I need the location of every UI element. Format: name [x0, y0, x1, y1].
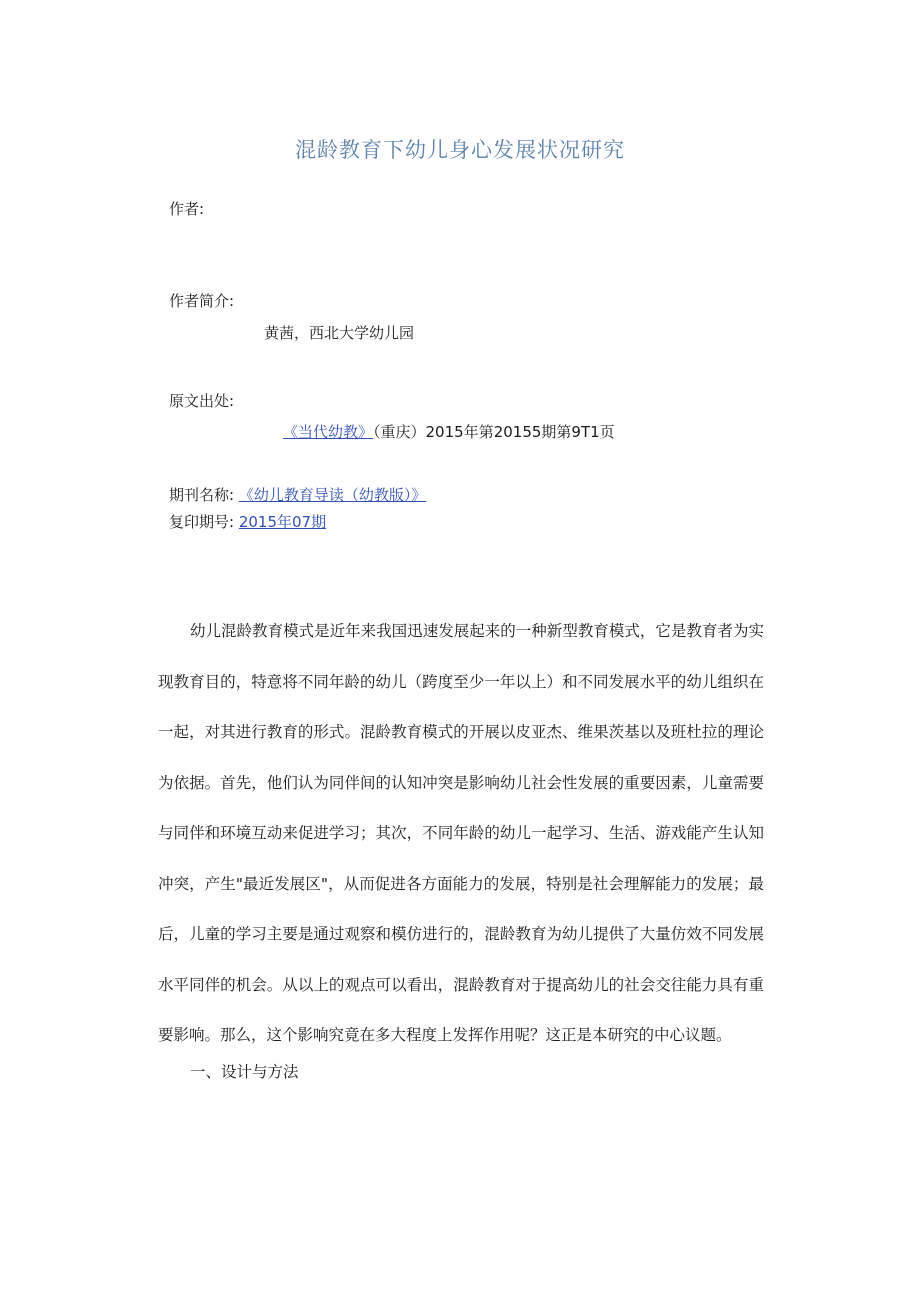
author-intro-label: 作者简介:	[169, 292, 235, 310]
journal-name-row	[169, 484, 426, 506]
journal-name-link[interactable]: 《幼儿教育导读（幼教版）》	[238, 486, 427, 504]
journal-name-label: 期刊名称:	[169, 486, 235, 504]
reprint-issue-link[interactable]: 2015年07期	[238, 513, 327, 531]
reprint-issue-row	[169, 511, 326, 533]
reprint-issue-label: 复印期号:	[169, 513, 235, 531]
body-paragraph: 幼儿混龄教育模式是近年来我国迅速发展起来的一种新型教育模式，它是教育者为实现教育目的，特意将不同年龄的幼儿（跨度至少一年以上）和不同发展水平的幼儿组织在一起，对其进行教育的形式。混龄教育模式的开展以皮亚杰、维果茨基以及班杜拉的理论为依据。首先，他们认为同伴间的认知冲突是影响幼儿社会性发展的重要因素，儿童需要与同伴和环境互动来促进学习；其次，不同年龄的幼儿一起学习、生活、游戏能产生认知冲突，产生"最近发展区"，从而促进各方面能力的发展，特别是社会理解能力的发展；最后，儿童的学习主要是通过观察和模仿进行的，混龄教育为幼儿提供了大量仿效不同发展水平同伴的机会。从以上的观点可以看出，混龄教育对于提高幼儿的社会交往能力具有重要影响。那么，这个影响究竟在多大程度上发挥作用呢？这正是本研究的中心议题。	[158, 622, 764, 1044]
document-title: 混龄教育下幼儿身心发展状况研究	[295, 138, 625, 162]
source-details: （重庆）2015年第20155期第9T1页	[373, 423, 615, 441]
author-label: 作者:	[169, 200, 205, 218]
source-row	[283, 421, 615, 443]
author-intro-value: 黄茜，西北大学幼儿园	[264, 324, 415, 342]
source-label: 原文出处:	[169, 392, 235, 410]
source-journal-link[interactable]: 《当代幼教》	[283, 423, 374, 441]
author-row	[169, 198, 204, 220]
section-heading: 一、设计与方法	[190, 1063, 299, 1081]
